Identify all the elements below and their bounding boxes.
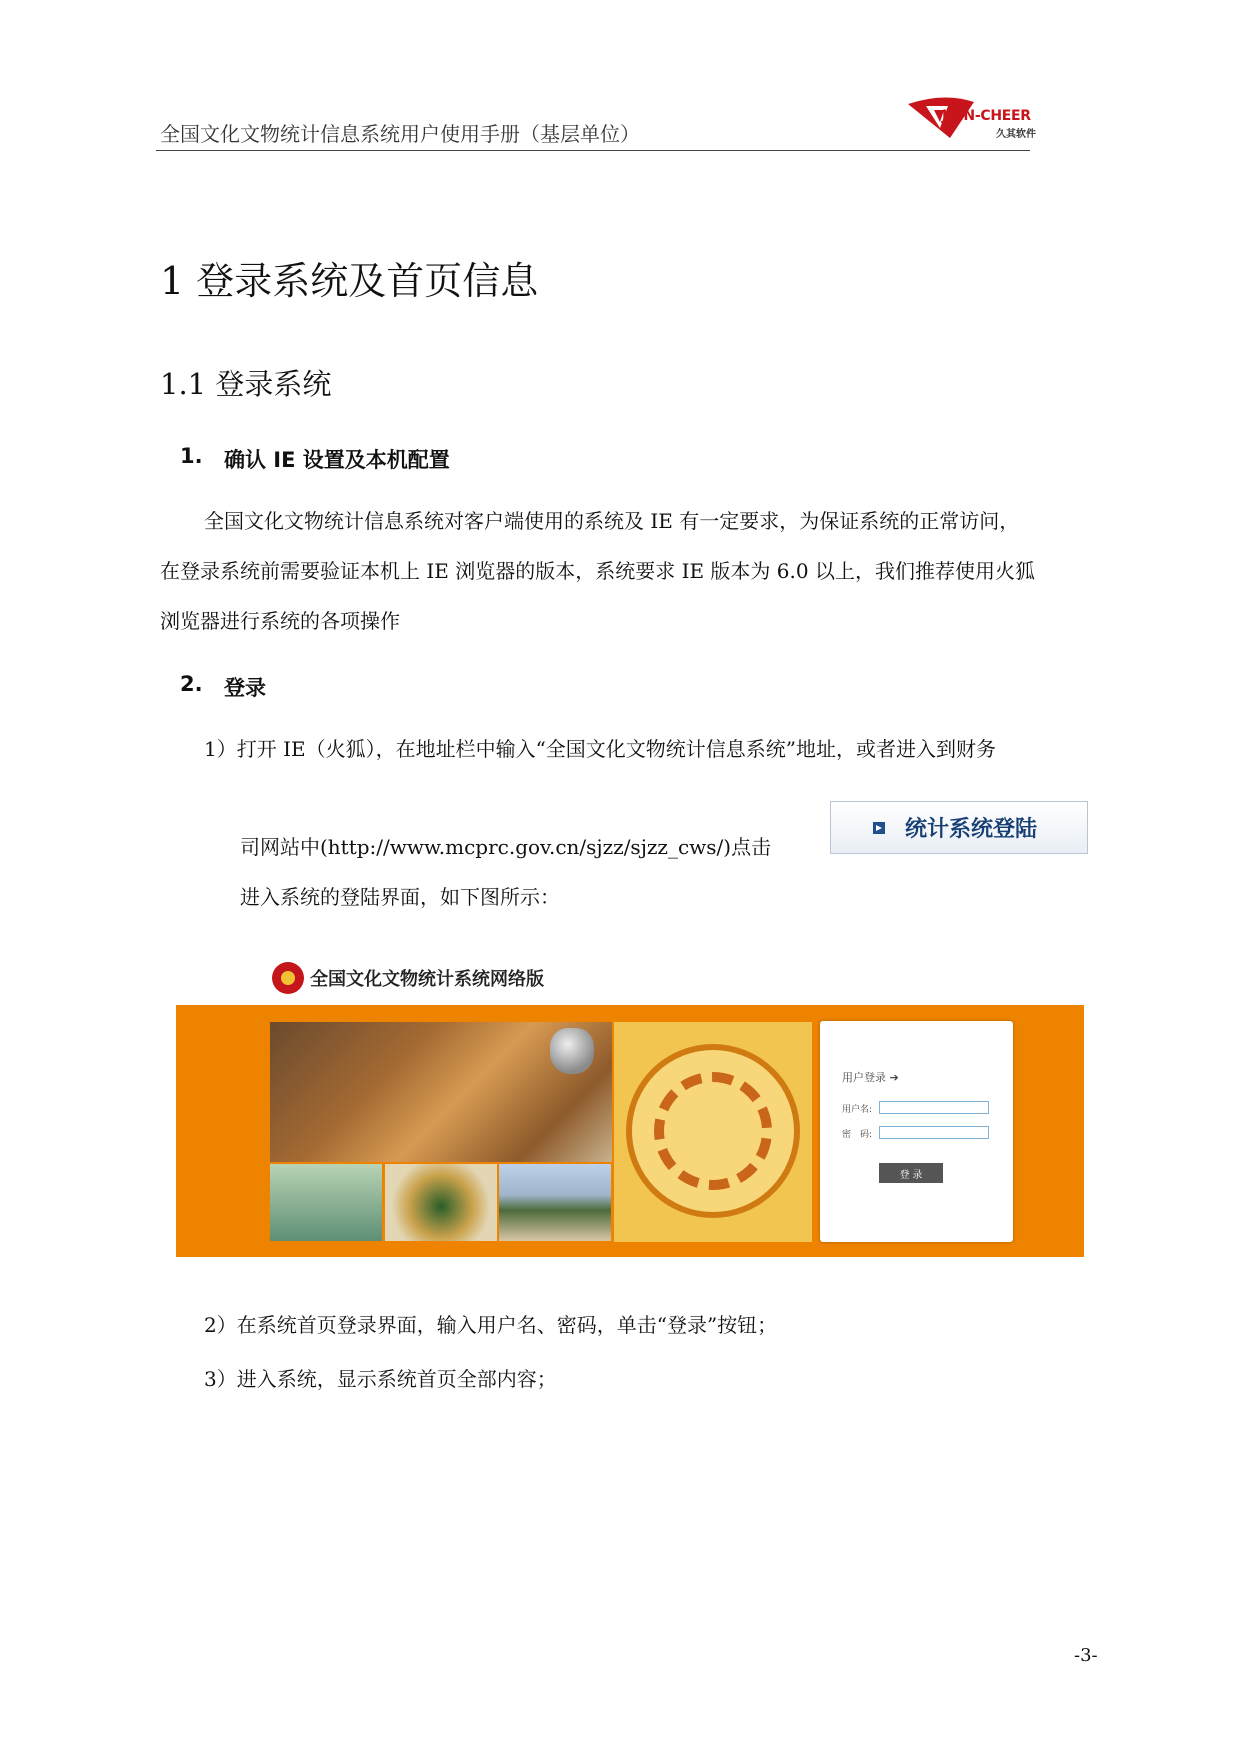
stat-system-login-button[interactable] <box>830 801 1088 854</box>
censer-image <box>550 1028 594 1074</box>
step2-title: 登录 <box>224 676 266 700</box>
logo-wordmark: JOIN-CHEER <box>942 108 1031 124</box>
step2-number: 2. <box>180 672 203 696</box>
step1-number: 1. <box>180 444 203 468</box>
step2-line-1: 1）打开 IE（火狐），在地址栏中输入“全国文化文物统计信息系统”地址，或者进入到财务 <box>204 737 997 761</box>
step1-line-1: 全国文化文物统计信息系统对客户端使用的系统及 IE 有一定要求，为保证系统的正常访问， <box>204 509 1020 533</box>
screenshot-site-title <box>272 962 544 994</box>
site-title-text: 全国文化文物统计系统网络版 <box>310 969 544 990</box>
village-landscape-image <box>499 1164 611 1241</box>
password-input[interactable] <box>879 1126 989 1139</box>
step1-line-2: 在登录系统前需要验证本机上 IE 浏览器的版本，系统要求 IE 版本为 6.0 以上，我们推荐使用火狐 <box>160 559 1035 583</box>
password-label: 密 码: <box>842 1130 873 1140</box>
step2-line-2: 司网站中(http://www.mcprc.gov.cn/sjzz/sjzz_cws/)点击 <box>240 835 772 859</box>
header-title: 全国文化文物统计信息系统用户使用手册（基层单位） <box>160 122 640 146</box>
login-button[interactable]: 登 录 <box>879 1163 943 1183</box>
section-title: 1 登录系统及首页信息 <box>160 259 539 303</box>
logo-subtext: 久其软件 <box>996 129 1036 140</box>
pottery-jar-image <box>385 1164 497 1241</box>
subsection-title: 1.1 登录系统 <box>160 367 332 401</box>
stat-system-login-label: 统计系统登陆 <box>905 817 1038 842</box>
username-label: 用户名: <box>842 1105 873 1115</box>
page-number: -3- <box>1074 1645 1098 1666</box>
dragon-medallion-image <box>614 1022 812 1242</box>
step2-line-4: 2）在系统首页登录界面，输入用户名、密码，单击“登录”按钮； <box>204 1313 778 1337</box>
arrow-icon <box>873 822 885 834</box>
step1-line-3: 浏览器进行系统的各项操作 <box>160 609 400 633</box>
step2-line-5: 3）进入系统，显示系统首页全部内容； <box>204 1367 557 1391</box>
step1-title: 确认 IE 设置及本机配置 <box>224 448 450 472</box>
header-divider <box>156 150 1030 151</box>
username-input[interactable] <box>879 1101 989 1114</box>
login-panel <box>820 1021 1013 1242</box>
national-emblem-icon <box>272 962 304 994</box>
step2-line-3: 进入系统的登陆界面，如下图所示： <box>240 885 560 909</box>
login-panel-title: 用户登录 ➔ <box>842 1071 899 1084</box>
bronze-ding-image <box>270 1164 382 1241</box>
